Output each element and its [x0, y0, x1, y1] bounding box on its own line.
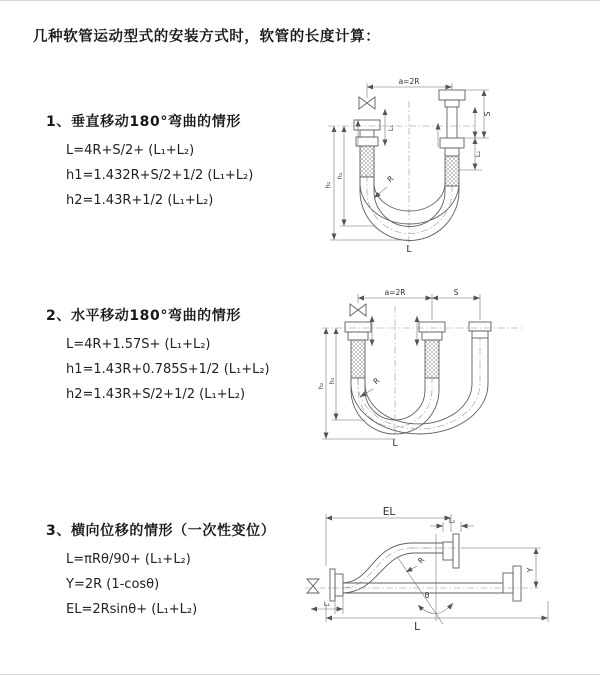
dim-label-a2r: a=2R	[398, 77, 420, 86]
upper-flange-plate	[453, 534, 459, 568]
upper-collar	[443, 542, 453, 560]
curved-hose-wall	[343, 543, 443, 583]
dim-label-a2r: a=2R	[384, 288, 406, 297]
diagram-vertical-180-bend	[312, 73, 597, 255]
right-fitting-nut-upper	[439, 90, 465, 100]
dim-label-h1: h₁	[336, 172, 344, 180]
dim-label-l2: L₂	[474, 150, 482, 158]
dim-label-h2: h₂	[324, 181, 332, 189]
right-braid-section	[445, 156, 459, 186]
right-fitting-collar-lower	[445, 148, 459, 156]
curved-hose-wall	[343, 553, 443, 593]
dim-label-h1: h₁	[328, 377, 336, 385]
dim-label-y: Y	[526, 567, 535, 573]
section-1-heading: 1、垂直移动180°弯曲的情形	[46, 114, 241, 130]
dim-label-s: S	[483, 111, 492, 117]
dim-label-s: S	[453, 288, 459, 297]
dim-label-h2: h₂	[317, 382, 325, 390]
valve-icon	[307, 579, 319, 593]
valve-icon	[359, 97, 375, 109]
section-3-formulas	[46, 547, 275, 622]
right-fitting-neck-upper	[445, 100, 459, 107]
radius-arrow-icon	[406, 566, 417, 572]
section-2-heading: 2、水平移动180°弯曲的情形	[46, 308, 241, 324]
dim-label-l1: L₁	[323, 600, 331, 608]
hose-inner-wall-moved	[374, 177, 445, 211]
dim-label-el: EL	[382, 506, 396, 518]
right-fitting-nut-lower	[440, 138, 464, 148]
left-flange-plate	[330, 569, 335, 601]
radius-label: R	[415, 555, 427, 566]
radius-arrow-icon	[360, 389, 373, 397]
dim-label-l: L	[414, 621, 420, 633]
middle-braid-section	[425, 340, 439, 378]
section-1-formulas	[46, 138, 253, 213]
theta-angle-arc	[418, 603, 453, 614]
valve-icon	[350, 304, 366, 316]
left-fitting-collar	[356, 137, 378, 146]
section-3-heading: 3、横向位移的情形（一次性变位）	[46, 523, 276, 539]
left-fitting-nut	[345, 322, 371, 332]
diagram-lateral-displacement	[303, 506, 595, 641]
formula-line: L=4R+1.57S+ (L₁+L₂)	[66, 337, 211, 352]
formula-line: h1=1.432R+S/2+1/2 (L₁+L₂)	[66, 168, 254, 183]
hose-inner-wall-moved	[365, 338, 472, 424]
hose-outer-wall	[360, 177, 459, 241]
right-fitting-collar-moved	[472, 331, 488, 338]
length-label: L	[406, 244, 412, 255]
right-fitting-nut-moved	[469, 322, 491, 331]
right-collar	[503, 573, 513, 593]
formula-line: L=πRθ/90+ (L₁+L₂)	[66, 552, 191, 567]
formula-line: EL=2Rsinθ+ (L₁+L₂)	[66, 602, 198, 617]
formula-line: h2=1.43R+1/2 (L₁+L₂)	[66, 193, 214, 208]
hose-outer-wall-moved	[351, 338, 488, 434]
middle-fitting-collar	[422, 332, 442, 340]
angle-label: θ	[424, 591, 430, 600]
hose-centerline-curve	[343, 548, 443, 588]
radius-label: R	[371, 375, 382, 387]
section-vertical-movement	[46, 113, 253, 213]
length-label: L	[392, 438, 398, 449]
dim-label-l1: L₁	[387, 124, 395, 132]
formula-line: h1=1.43R+0.785S+1/2 (L₁+L₂)	[66, 362, 270, 377]
formula-line: Y=2R (1-cosθ)	[66, 577, 160, 592]
formula-line: L=4R+S/2+ (L₁+L₂)	[66, 143, 195, 158]
left-fitting-neck	[360, 130, 374, 137]
left-collar	[335, 574, 343, 596]
formula-line: h2=1.43R+S/2+1/2 (L₁+L₂)	[66, 387, 246, 402]
section-2-formulas	[46, 332, 270, 407]
section-lateral-displacement	[46, 522, 275, 622]
section-horizontal-movement	[46, 307, 270, 407]
hose-centerline-arc	[367, 175, 452, 234]
left-braid-section	[351, 340, 365, 378]
page-title: 几种软管运动型式的安装方式时，软管的长度计算：	[33, 29, 381, 45]
left-braid-section	[360, 146, 374, 177]
right-flange-plate	[513, 566, 521, 601]
diagram-horizontal-180-bend	[312, 284, 597, 452]
left-fitting-collar	[348, 332, 368, 340]
middle-fitting-nut	[419, 322, 445, 332]
radius-label: R	[385, 173, 396, 185]
dim-label-l2: L₂	[448, 517, 456, 525]
